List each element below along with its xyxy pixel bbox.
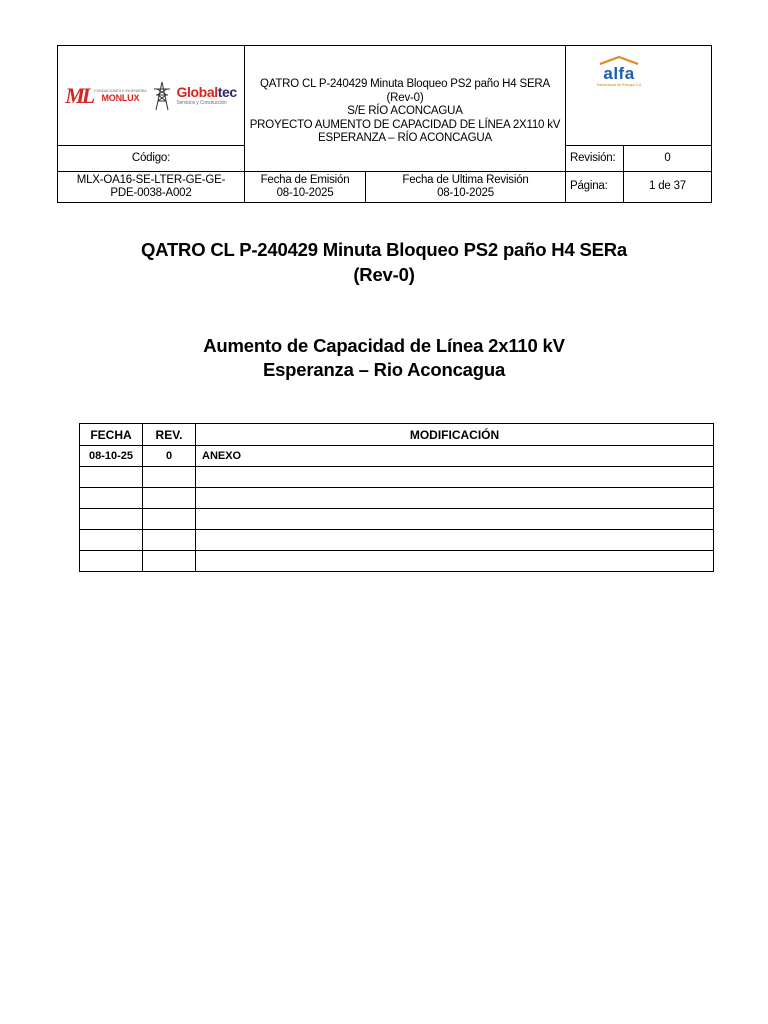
column-header-rev: REV.: [143, 424, 196, 446]
doc-title-line: QATRO CL P-240429 Minuta Bloqueo PS2 paño H4 SERA (Rev-0): [259, 78, 550, 104]
column-header-fecha: FECHA: [80, 424, 143, 446]
transmission-tower-icon: [151, 81, 173, 111]
cell-rev: [143, 488, 196, 509]
doc-title-line: ESPERANZA – RÍO ACONCAGUA: [318, 132, 492, 144]
fecha-emision-value: 08-10-2025: [276, 187, 334, 199]
table-row: [80, 446, 714, 467]
cell-rev: [143, 509, 196, 530]
monlux-logo: ML FUNDACIONES E INGENIERIA MONLUX: [65, 82, 147, 108]
doc-title-line: S/E RÍO ACONCAGUA: [347, 105, 463, 117]
revision-value: 0: [624, 146, 712, 172]
cell-rev: [143, 530, 196, 551]
table-row: [80, 551, 714, 572]
table-row: [80, 488, 714, 509]
cell-modificacion: [196, 488, 714, 509]
fecha-revision-value: 08-10-2025: [437, 187, 494, 199]
cell-rev: [143, 467, 196, 488]
cell-fecha: [80, 467, 143, 488]
subtitle-line-2: Esperanza – Rio Aconcagua: [262, 359, 506, 380]
revision-label: Revisión:: [566, 146, 624, 172]
alfa-logo: alfa Transmisora de Energía S.A.: [596, 56, 642, 87]
cell-fecha: 08-10-25: [80, 446, 143, 467]
fecha-revision-label: Fecha de Ultima Revisión: [402, 173, 529, 186]
document-title-cell: [245, 46, 566, 172]
main-title-line-1: QATRO CL P-240429 Minuta Bloqueo PS2 paño H4 SERa: [140, 239, 628, 260]
revision-history-table: [79, 423, 714, 572]
main-title-line-2: (Rev-0): [353, 264, 415, 285]
cell-rev: 0: [143, 446, 196, 467]
pagina-label: Página:: [566, 172, 624, 203]
company-logos-cell: [58, 46, 245, 146]
cell-fecha: [80, 509, 143, 530]
document-header-table: [57, 45, 712, 203]
subtitle-line-1: Aumento de Capacidad de Línea 2x110 kV: [203, 335, 565, 356]
fecha-emision-label: Fecha de Emisión: [260, 173, 350, 186]
pagina-value: 1 de 37: [624, 172, 712, 203]
cell-modificacion: [196, 509, 714, 530]
cell-fecha: [80, 551, 143, 572]
fecha-revision-cell: [366, 172, 566, 203]
table-header-row: [80, 424, 714, 446]
cell-fecha: [80, 488, 143, 509]
fecha-emision-cell: [245, 172, 366, 203]
cell-rev: [143, 551, 196, 572]
cell-modificacion: ANEXO: [196, 446, 714, 467]
table-row: [80, 509, 714, 530]
cell-modificacion: [196, 551, 714, 572]
cell-modificacion: [196, 467, 714, 488]
column-header-modificacion: MODIFICACIÓN: [196, 424, 714, 446]
table-row: [80, 467, 714, 488]
client-logo-cell: [566, 46, 712, 146]
cell-fecha: [80, 530, 143, 551]
table-row: [80, 530, 714, 551]
cell-modificacion: [196, 530, 714, 551]
codigo-value: MLX-OA16-SE-LTER-GE-GE-PDE-0038-A002: [58, 172, 245, 203]
globaltec-logo: Globaltec Servicios y Construcción: [176, 84, 237, 106]
codigo-label: Código:: [58, 146, 245, 172]
doc-title-line: PROYECTO AUMENTO DE CAPACIDAD DE LÍNEA 2X110 kV: [249, 118, 561, 131]
